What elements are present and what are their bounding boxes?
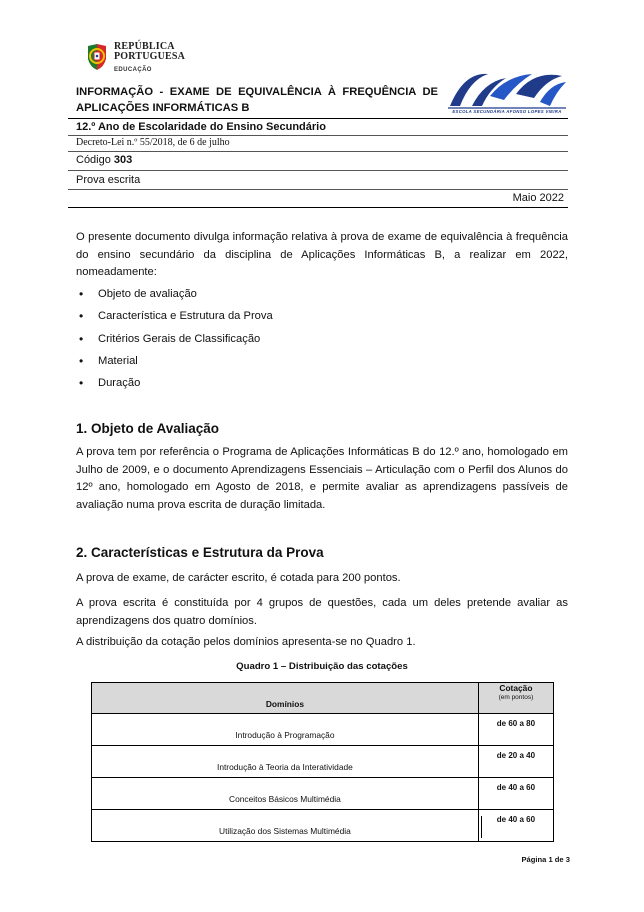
divider — [68, 170, 568, 171]
government-department: EDUCAÇÃO — [114, 67, 152, 73]
section-heading: 2. Características e Estrutura da Prova — [76, 545, 324, 560]
school-logo — [446, 66, 568, 120]
document-title: INFORMAÇÃO - EXAME DE EQUIVALÊNCIA À FREQUÊNCIA DE APLICAÇÕES INFORMÁTICAS B — [76, 86, 438, 114]
table-row — [92, 810, 554, 842]
divider — [68, 207, 568, 208]
government-name: REPÚBLICA PORTUGUESA — [114, 41, 186, 62]
exam-code-label: Código — [76, 154, 111, 166]
section-paragraph: A distribuição da cotação pelos domínios apresenta-se no Quadro 1. — [76, 636, 416, 648]
section-paragraph: A prova escrita é constituída por 4 grupos de questões, cada um deles pretende avaliar as aprendizagens dos quatro domínios. — [76, 597, 568, 627]
column-header-score-unit: (em pontos) — [498, 694, 534, 701]
exam-type: Prova escrita — [76, 174, 141, 186]
column-header-domains: Domínios — [92, 683, 479, 714]
score-cell: de 40 a 60 — [478, 810, 553, 842]
portuguese-coat-of-arms-icon — [86, 43, 108, 71]
list-item: • Característica e Estrutura da Prova — [76, 305, 376, 327]
score-cell: de 40 a 60 — [478, 778, 553, 810]
column-header-score — [478, 683, 553, 714]
topics-list — [76, 283, 376, 394]
score-cell: de 60 a 80 — [478, 714, 553, 746]
decree-reference: Decreto-Lei n.º 55/2018, de 6 de julho — [76, 137, 230, 148]
score-cell: de 20 a 40 — [478, 746, 553, 778]
divider — [68, 135, 568, 136]
score-distribution-table — [91, 682, 554, 842]
intro-paragraph: O presente documento divulga informação relativa à prova de exame de equivalência à frequência do ensino secundário da disciplina de Aplicações Informáticas B, a realizar em 2022, nomeadamente: — [76, 231, 568, 278]
domain-cell: Utilização dos Sistemas Multimédia — [92, 810, 479, 842]
list-item: • Material — [76, 350, 376, 372]
domain-cell: Introdução à Teoria da Interatividade — [92, 746, 479, 778]
table-header-row — [92, 683, 554, 714]
exam-code — [76, 154, 566, 166]
table-row — [92, 714, 554, 746]
school-year: 12.º Ano de Escolaridade do Ensino Secundário — [76, 121, 326, 133]
column-header-score-label: Cotação — [499, 683, 533, 693]
section-paragraph: A prova tem por referência o Programa de Aplicações Informáticas B do 12.º ano, homologado em Julho de 2009, e o documento Aprendizagens Essenciais – Articulação com o Perfil dos Alunos do 12º ano, homologado em Agosto de 2018, e permite avaliar as aprendizagens passíveis de avaliação numa prova escrita de duração limitada. — [76, 446, 568, 511]
list-item: • Critérios Gerais de Classificação — [76, 328, 376, 350]
exam-code-value: 303 — [113, 154, 133, 166]
table-row — [92, 746, 554, 778]
domain-cell: Introdução à Programação — [92, 714, 479, 746]
school-emblem-icon — [446, 66, 568, 110]
table-column-extension — [481, 816, 482, 838]
government-logo — [86, 40, 196, 80]
list-item: • Duração — [76, 372, 376, 394]
section-paragraph: A prova de exame, de carácter escrito, é cotada para 200 pontos. — [76, 572, 401, 584]
divider — [68, 189, 568, 190]
document-date: Maio 2022 — [512, 192, 564, 204]
table-caption: Quadro 1 – Distribuição das cotações — [236, 661, 408, 672]
section-heading: 1. Objeto de Avaliação — [76, 421, 220, 436]
table-row — [92, 778, 554, 810]
list-item: • Objeto de avaliação — [76, 283, 376, 305]
divider — [68, 151, 568, 152]
domain-cell: Conceitos Básicos Multimédia — [92, 778, 479, 810]
school-name: ESCOLA SECUNDÁRIA AFONSO LOPES VIEIRA — [452, 109, 562, 114]
divider — [68, 118, 568, 119]
page-number: Página 1 de 3 — [521, 855, 570, 864]
